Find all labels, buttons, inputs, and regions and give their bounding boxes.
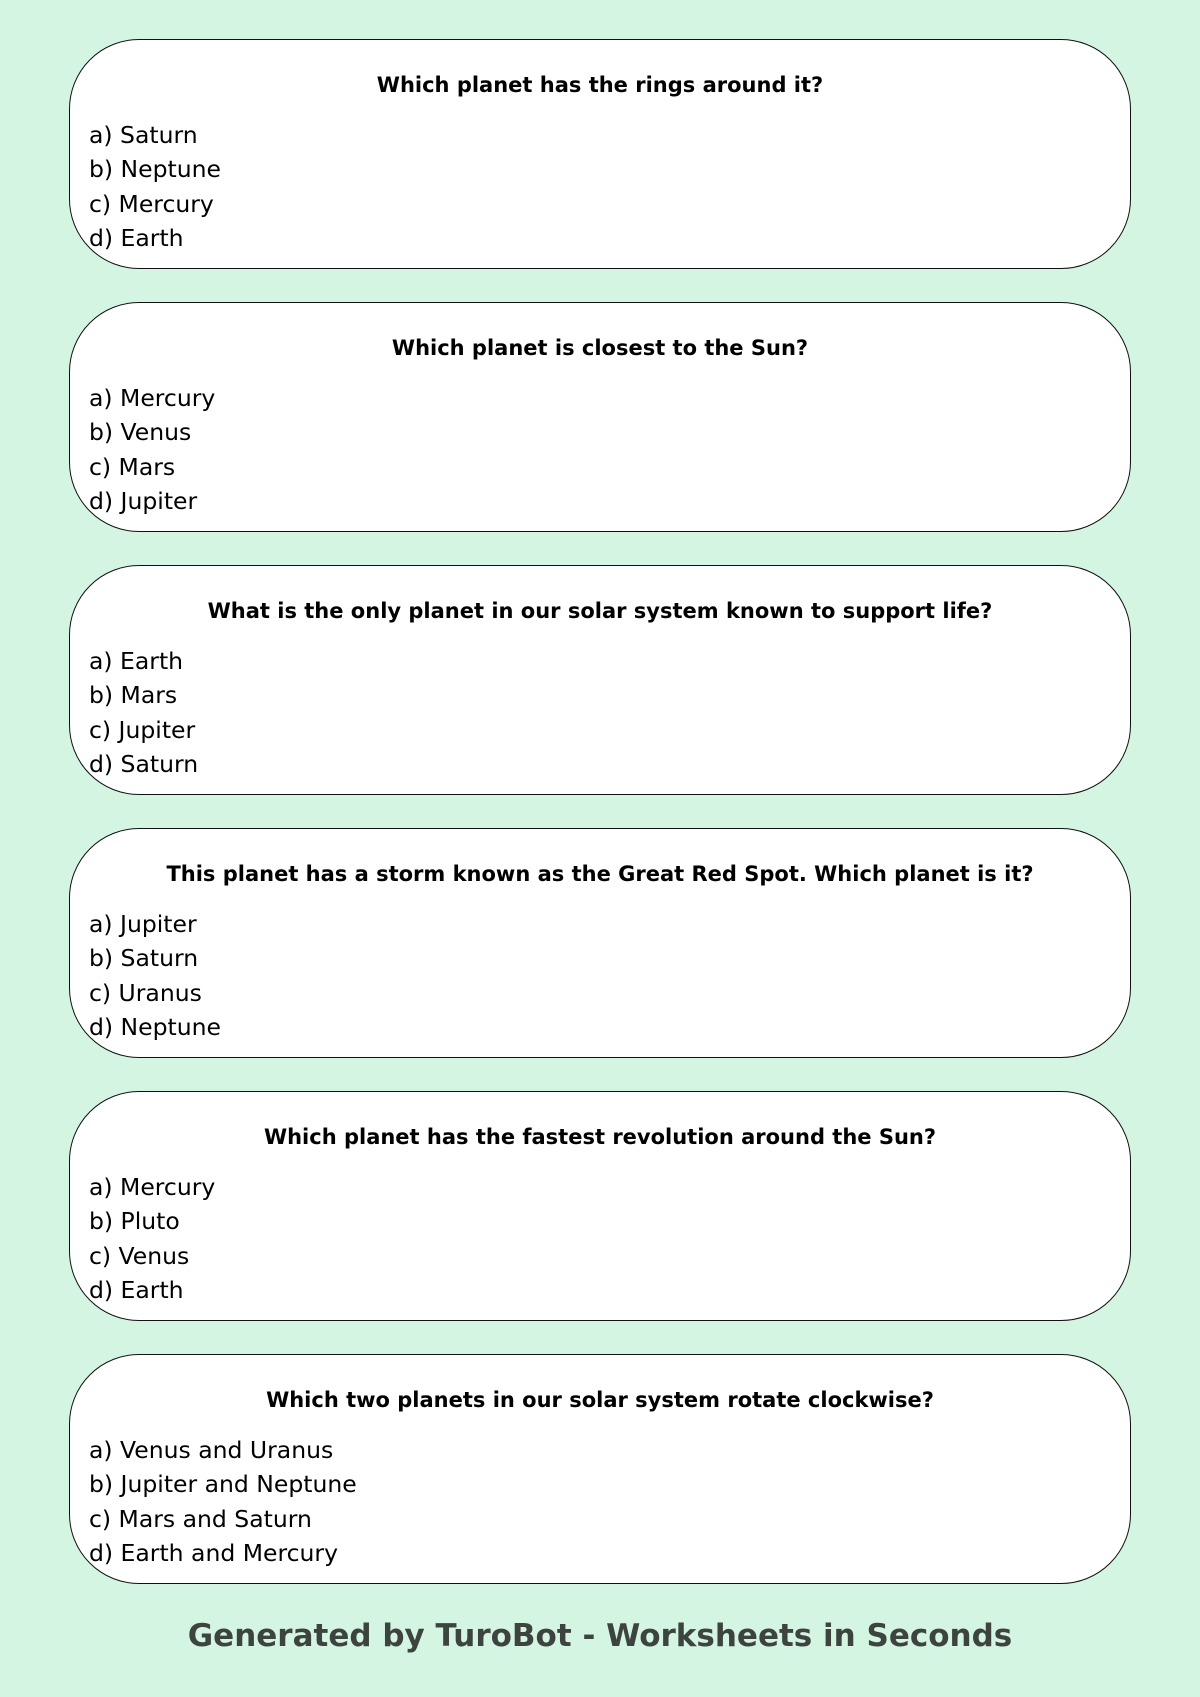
answer-option-d: d) Earth xyxy=(89,1275,184,1304)
answer-option-b: b) Venus xyxy=(89,418,192,447)
question-text: Which two planets in our solar system rotate clockwise? xyxy=(266,1388,934,1412)
answer-option-c: c) Uranus xyxy=(89,978,202,1007)
answer-option-a: a) Mercury xyxy=(89,384,216,412)
question-card-6 xyxy=(69,1354,1131,1584)
answer-option-c: c) Jupiter xyxy=(89,715,196,744)
answer-options xyxy=(89,907,221,1044)
question-text: Which planet has the fastest revolution around the Sun? xyxy=(263,1125,937,1149)
answer-option-d: d) Saturn xyxy=(89,749,199,778)
answer-option-c: c) Venus xyxy=(89,1241,190,1270)
answer-option-d: d) Neptune xyxy=(89,1012,221,1041)
answer-option-d: d) Earth xyxy=(89,223,184,252)
answer-option-c: c) Mars and Saturn xyxy=(89,1504,312,1533)
answer-options xyxy=(89,381,215,518)
question-text: This planet has a storm known as the Great Red Spot. Which planet is it? xyxy=(166,862,1034,886)
question-text: Which planet has the rings around it? xyxy=(376,73,824,97)
question-card-5 xyxy=(69,1091,1131,1321)
answer-option-c: c) Mercury xyxy=(89,189,214,218)
question-text: Which planet is closest to the Sun? xyxy=(391,336,809,360)
answer-option-d: d) Earth and Mercury xyxy=(89,1538,338,1567)
answer-option-c: c) Mars xyxy=(89,452,176,481)
answer-option-a: a) Saturn xyxy=(89,121,198,149)
answer-option-b: b) Saturn xyxy=(89,944,199,973)
question-card-1 xyxy=(69,39,1131,269)
question-card-3 xyxy=(69,565,1131,795)
answer-options xyxy=(89,1433,357,1570)
answer-options xyxy=(89,644,198,781)
answer-option-d: d) Jupiter xyxy=(89,486,198,515)
answer-option-a: a) Jupiter xyxy=(89,910,197,938)
answer-option-a: a) Mercury xyxy=(89,1173,216,1201)
answer-option-b: b) Mars xyxy=(89,681,178,710)
answer-option-b: b) Pluto xyxy=(89,1207,180,1236)
answer-options xyxy=(89,118,221,255)
footer-credit: Generated by TuroBot - Worksheets in Seconds xyxy=(187,1618,1013,1654)
answer-option-b: b) Jupiter and Neptune xyxy=(89,1470,357,1499)
answer-option-a: a) Venus and Uranus xyxy=(89,1436,334,1464)
question-card-2 xyxy=(69,302,1131,532)
question-text: What is the only planet in our solar system known to support life? xyxy=(207,599,993,623)
answer-options xyxy=(89,1170,215,1307)
answer-option-b: b) Neptune xyxy=(89,155,221,184)
answer-option-a: a) Earth xyxy=(89,647,184,675)
question-card-4 xyxy=(69,828,1131,1058)
